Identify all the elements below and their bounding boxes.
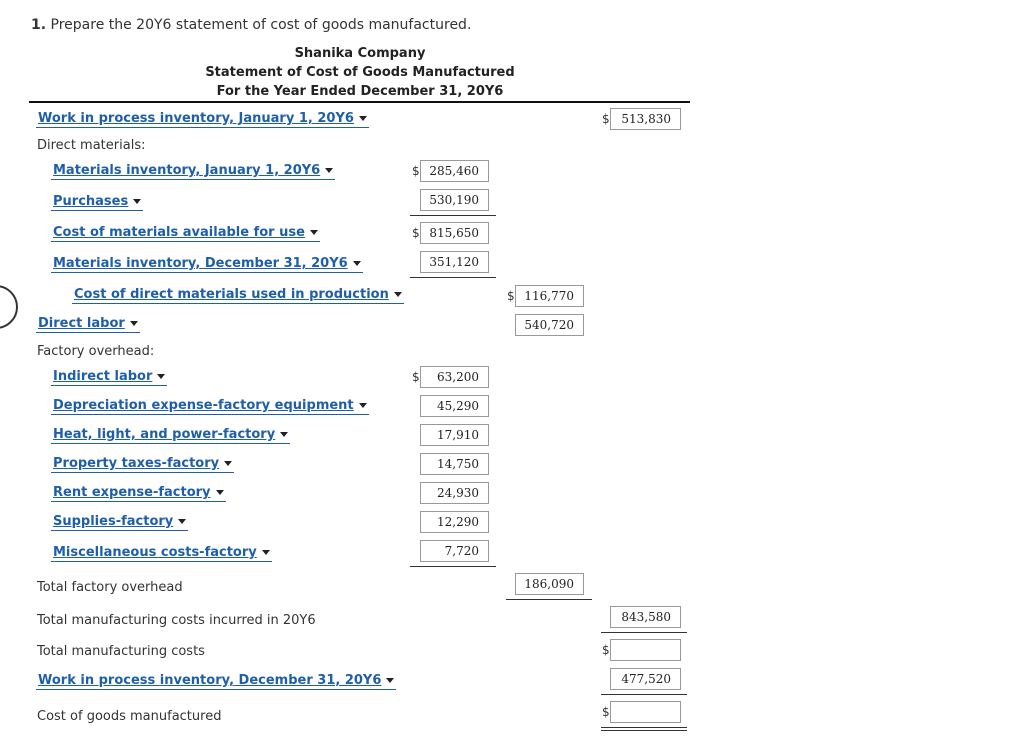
indirect-labor-input[interactable]: 63,200: [420, 366, 489, 388]
dollar-sign: $: [602, 643, 610, 657]
dollar-sign: $: [602, 112, 610, 126]
statement-title: Statement of Cost of Goods Manufactured: [205, 65, 515, 80]
dollar-sign: $: [507, 289, 515, 303]
wip-end-dropdown[interactable]: Work in process inventory, December 31, 20Y6: [36, 672, 396, 690]
dollar-sign: $: [412, 370, 420, 384]
direct-materials-label: Direct materials:: [37, 138, 146, 153]
total-overhead-input[interactable]: 186,090: [515, 573, 584, 595]
heat-light-power-input[interactable]: 17,910: [420, 424, 489, 446]
subtotal-line: [410, 566, 496, 567]
dollar-sign: $: [602, 705, 610, 719]
rent-expense-dropdown[interactable]: Rent expense-factory: [51, 484, 226, 502]
double-underline: [601, 730, 687, 731]
cogm-label: Cost of goods manufactured: [37, 709, 222, 724]
dollar-sign: $: [412, 164, 420, 178]
dollar-sign: $: [412, 226, 420, 240]
partial-circle-icon: [0, 285, 18, 329]
cogm-input[interactable]: [610, 701, 681, 723]
depreciation-input[interactable]: 45,290: [420, 395, 489, 417]
property-taxes-input[interactable]: 14,750: [420, 453, 489, 475]
dm-used-input[interactable]: 116,770: [515, 285, 584, 307]
subtotal-line: [601, 632, 687, 633]
company-name: Shanika Company: [294, 46, 426, 61]
materials-end-dropdown[interactable]: Materials inventory, December 31, 20Y6: [51, 255, 363, 273]
rent-expense-input[interactable]: 24,930: [420, 482, 489, 504]
subtotal-line: [601, 694, 687, 695]
materials-begin-input[interactable]: 285,460: [420, 160, 489, 182]
direct-labor-dropdown[interactable]: Direct labor: [36, 315, 140, 333]
property-taxes-dropdown[interactable]: Property taxes-factory: [51, 455, 234, 473]
wip-begin-dropdown[interactable]: Work in process inventory, January 1, 20Y6: [36, 110, 369, 128]
subtotal-line: [506, 599, 592, 600]
statement-period: For the Year Ended December 31, 20Y6: [216, 84, 504, 99]
supplies-input[interactable]: 12,290: [420, 511, 489, 533]
misc-costs-dropdown[interactable]: Miscellaneous costs-factory: [51, 544, 272, 562]
supplies-dropdown[interactable]: Supplies-factory: [51, 513, 188, 531]
wip-end-input[interactable]: 477,520: [610, 668, 681, 690]
depreciation-dropdown[interactable]: Depreciation expense-factory equipment: [51, 397, 369, 415]
purchases-input[interactable]: 530,190: [420, 189, 489, 211]
total-costs-input[interactable]: [610, 639, 681, 661]
materials-end-input[interactable]: 351,120: [420, 251, 489, 273]
heat-light-power-dropdown[interactable]: Heat, light, and power-factory: [51, 426, 290, 444]
factory-overhead-label: Factory overhead:: [37, 344, 155, 359]
misc-costs-input[interactable]: 7,720: [420, 540, 489, 562]
materials-available-input[interactable]: 815,650: [420, 222, 489, 244]
wip-begin-input[interactable]: 513,830: [610, 108, 681, 130]
total-overhead-label: Total factory overhead: [37, 580, 183, 595]
total-costs-label: Total manufacturing costs: [37, 644, 205, 659]
subtotal-line: [410, 215, 496, 216]
total-incurred-label: Total manufacturing costs incurred in 20Y6: [37, 613, 316, 628]
materials-available-dropdown[interactable]: Cost of materials available for use: [51, 224, 320, 242]
subtotal-line: [410, 277, 496, 278]
purchases-dropdown[interactable]: Purchases: [51, 193, 143, 211]
indirect-labor-dropdown[interactable]: Indirect labor: [51, 368, 167, 386]
double-underline: [601, 727, 687, 728]
dm-used-dropdown[interactable]: Cost of direct materials used in production: [72, 286, 404, 304]
total-incurred-input[interactable]: 843,580: [610, 606, 681, 628]
question-text: 1. Prepare the 20Y6 statement of cost of goods manufactured.: [31, 17, 472, 33]
header-rule: [29, 101, 690, 103]
direct-labor-input[interactable]: 540,720: [515, 314, 584, 336]
materials-begin-dropdown[interactable]: Materials inventory, January 1, 20Y6: [51, 162, 335, 180]
